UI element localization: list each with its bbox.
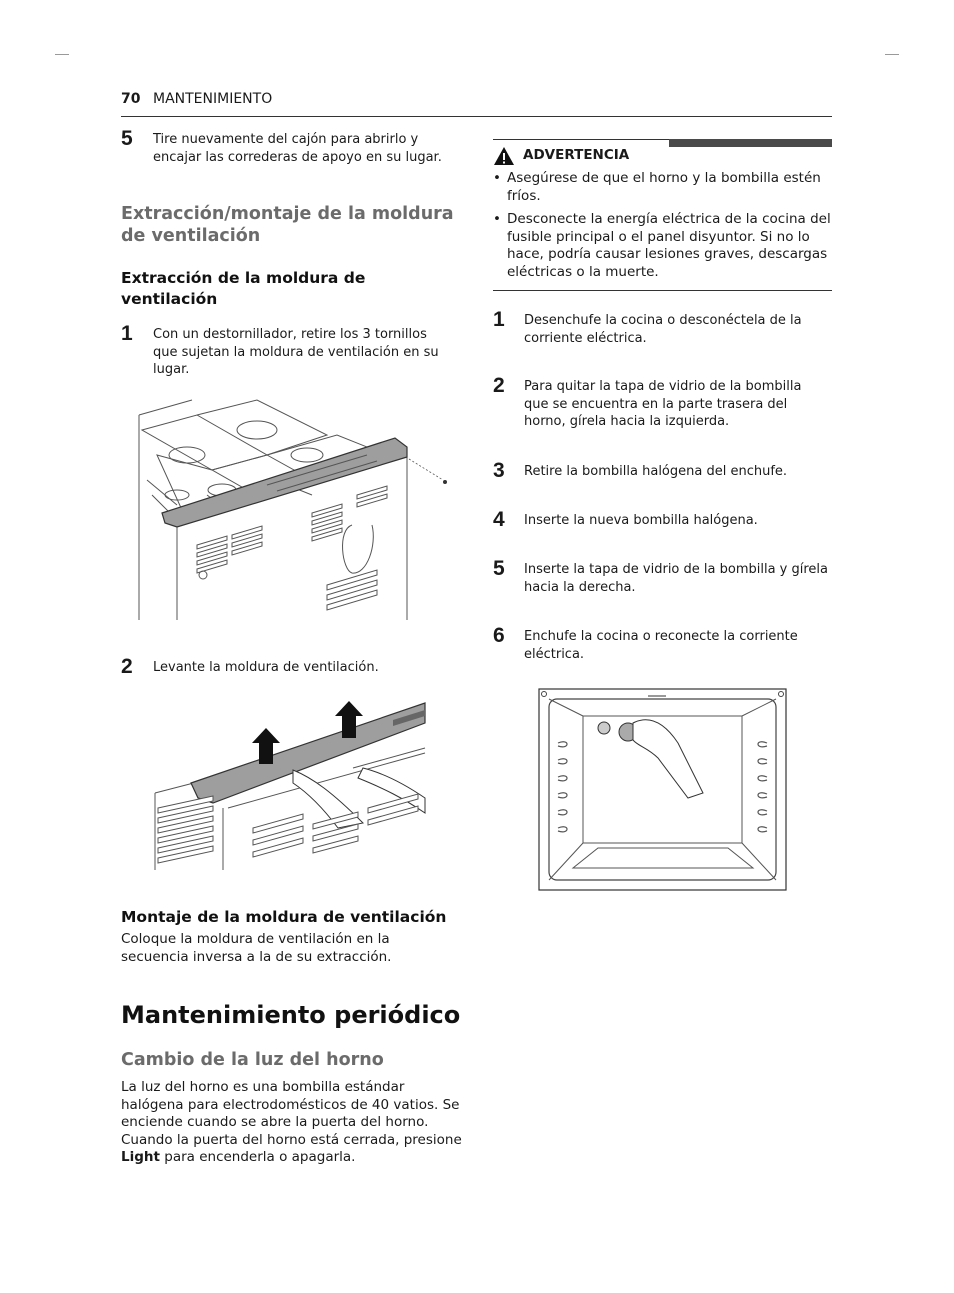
oven-bulb-illustration <box>538 688 787 892</box>
warning-list <box>493 170 831 287</box>
page-number: 70 <box>121 91 141 107</box>
removal-heading: Extracción de la moldura de ventilación <box>121 269 366 308</box>
step-number: 3 <box>493 459 505 482</box>
warning-title: ADVERTENCIA <box>523 147 630 163</box>
step-text: Inserte la tapa de vidrio de la bombilla y gírela hacia la derecha. <box>524 562 828 595</box>
step-text: Retire la bombilla halógena del enchufe. <box>524 464 788 479</box>
step-number: 1 <box>121 322 133 345</box>
step-number: 2 <box>493 374 505 397</box>
step-number: 4 <box>493 508 505 531</box>
step-text: Enchufe la cocina o reconecte la corriente eléctrica. <box>524 629 798 662</box>
step-number: 6 <box>493 624 505 647</box>
step-text: Desenchufe la cocina o desconéctela de la corriente eléctrica. <box>524 313 802 346</box>
oven-light-text: La luz del horno es una bombilla estándar halógena para electrodomésticos de 40 vatios. Se enciende cuando se abre la puerta del horno. Cuando la puerta del horno está cerrada, presione Light para encenderla o apagarla. <box>121 1079 462 1165</box>
section-title: MANTENIMIENTO <box>153 91 273 107</box>
warning-bar <box>669 139 832 147</box>
mount-text: Coloque la moldura de ventilación en la secuencia inversa a la de su extracción. <box>121 931 392 965</box>
vent-trim-heading: Extracción/montaje de la moldura de ventilación <box>121 204 454 246</box>
warning-item: • Desconecte la energía eléctrica de la cocina del fusible principal o el panel disyuntor. Si no lo hace, podría causar lesiones graves, descargas eléctricas o la muerte. <box>493 211 831 280</box>
light-key-label: Light <box>121 1149 160 1165</box>
step-number: 5 <box>493 557 505 580</box>
warning-bottom-rule <box>493 290 832 291</box>
oven-light-heading: Cambio de la luz del horno <box>121 1050 384 1070</box>
step-text: Para quitar la tapa de vidrio de la bombilla que se encuentra en la parte trasera del horno, gírela hacia la izquierda. <box>524 379 802 429</box>
mount-heading: Montaje de la moldura de ventilación <box>121 908 447 926</box>
step-text: Inserte la nueva bombilla halógena. <box>524 513 758 528</box>
crop-mark-left <box>55 54 69 55</box>
warning-triangle-icon <box>493 146 515 166</box>
warning-item: • Asegúrese de que el horno y la bombilla estén fríos. <box>493 170 821 204</box>
step-text: Con un destornillador, retire los 3 tornillos que sujetan la moldura de ventilación en su lugar. <box>153 327 439 377</box>
periodic-maintenance-heading: Mantenimiento periódico <box>121 1001 461 1029</box>
header-rule <box>121 116 832 117</box>
step-number: 2 <box>121 655 133 678</box>
lift-vent-trim-illustration <box>153 698 428 873</box>
step-number: 5 <box>121 127 133 150</box>
step-text: Levante la moldura de ventilación. <box>153 660 379 675</box>
vent-trim-screws-illustration <box>137 395 452 623</box>
warning-top-rule <box>493 139 669 140</box>
crop-mark-right <box>885 54 899 55</box>
step-number: 1 <box>493 308 505 331</box>
step-text: Tire nuevamente del cajón para abrirlo y encajar las correderas de apoyo en su lugar. <box>153 132 442 165</box>
